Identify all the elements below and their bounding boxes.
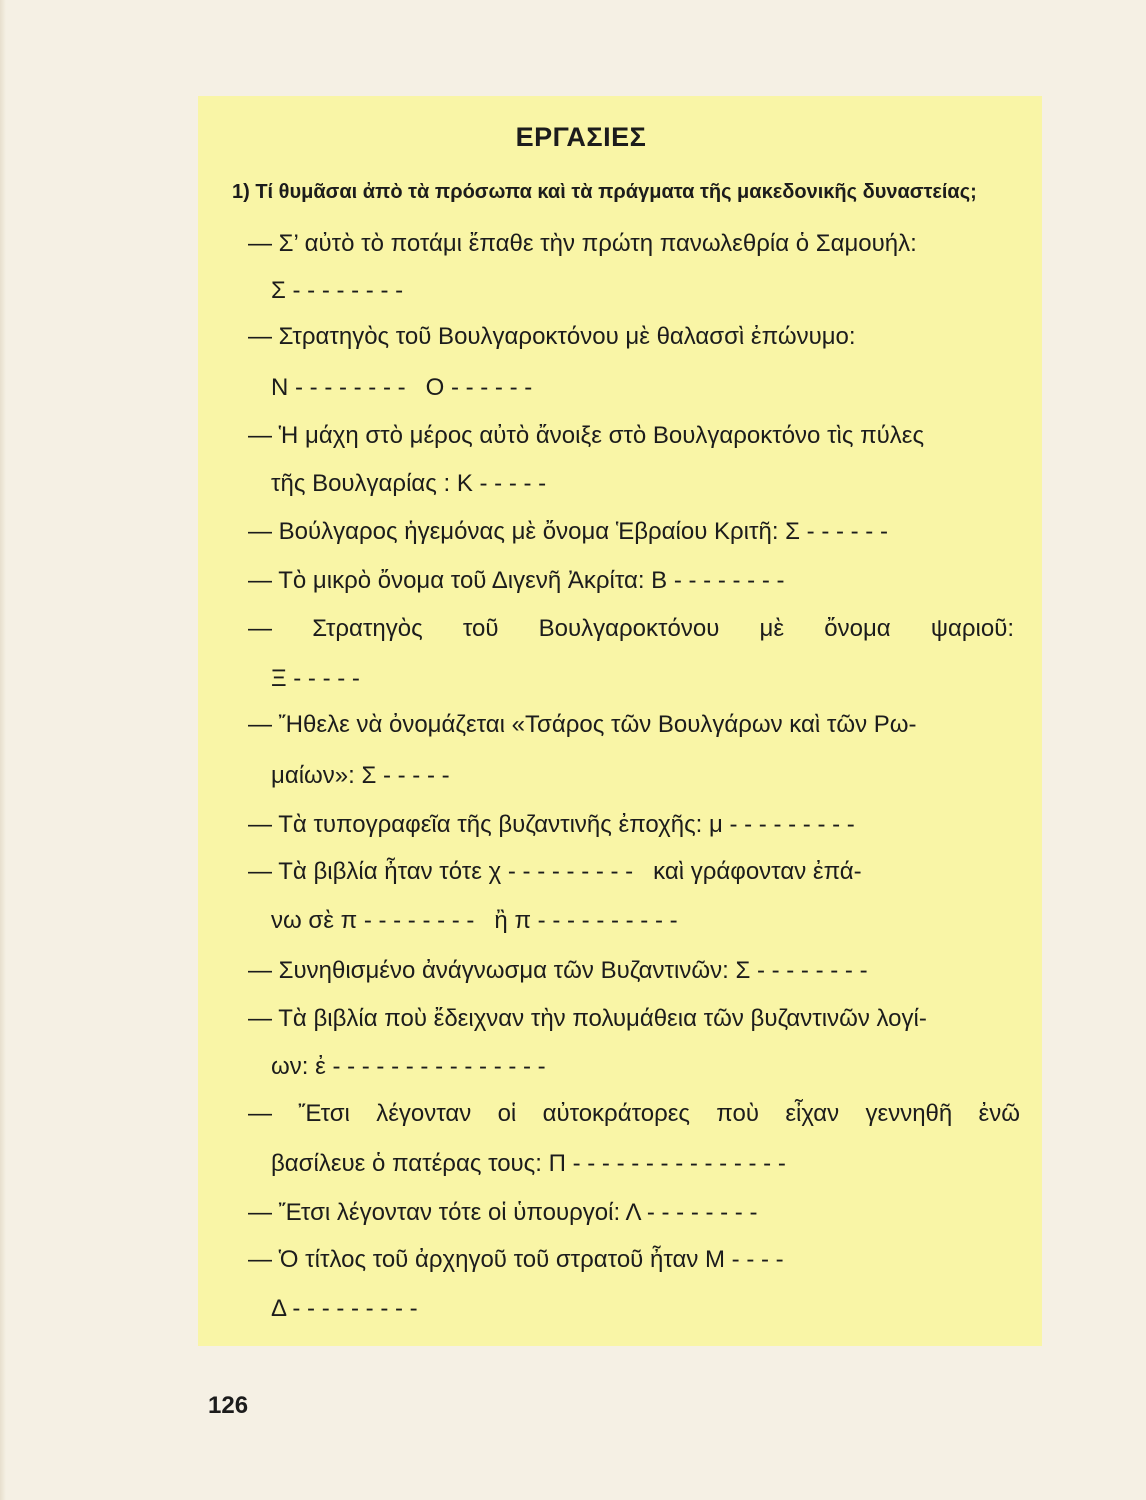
text-line: — Στρατηγὸς τοῦ Βουλγαροκτόνου μὲ θαλασσὶ ἐπώνυμο:: [248, 323, 856, 350]
text-line: — Σ’ αὐτὸ τὸ ποτάμι ἔπαθε τὴν πρώτη πανωλεθρία ὁ Σαμουήλ:: [248, 230, 917, 257]
text-line: — Βούλγαρος ἡγεμόνας μὲ ὄνομα Ἑβραίου Κριτῆ: Σ - - - - - -: [248, 518, 888, 545]
text-line: — Τὰ τυπογραφεῖα τῆς βυζαντινῆς ἐποχῆς: μ - - - - - - - - -: [248, 811, 855, 838]
question-1: 1) Τί θυμᾶσαι ἀπὸ τὰ πρόσωπα καὶ τὰ πράγματα τῆς μακεδονικῆς δυναστείας;: [232, 181, 977, 203]
text-line: — Ἔτσι λέγονταν τότε οἱ ὑπουργοί: Λ - - - - - - - -: [248, 1199, 758, 1226]
text-line: — Ὁ τίτλος τοῦ ἀρχηγοῦ τοῦ στρατοῦ ἦταν Μ - - - -: [248, 1246, 784, 1273]
text-line: βασίλευε ὁ πατέρας τους: Π - - - - - - - - - - - - - - -: [271, 1150, 786, 1177]
text-line: — Τὰ βιβλία ποὺ ἔδειχναν τὴν πολυμάθεια τῶν βυζαντινῶν λογί-: [248, 1005, 927, 1032]
text-line: — Στρατηγὸς τοῦ Βουλγαροκτόνου μὲ ὄνομα ψαριοῦ:: [248, 615, 1014, 642]
exercises-heading: ΕΡΓΑΣΙΕΣ: [515, 122, 647, 152]
text-line: — Ἡ μάχη στὸ μέρος αὐτὸ ἄνοιξε στὸ Βουλγαροκτόνο τὶς πύλες: [248, 422, 925, 449]
text-line: — Τὸ μικρὸ ὄνομα τοῦ Διγενῆ Ἀκρίτα: Β - - - - - - - -: [248, 567, 785, 594]
text-line: μαίων»: Σ - - - - -: [271, 762, 450, 789]
text-line: — Ἔτσι λέγονταν οἱ αὐτοκράτορες ποὺ εἶχαν γεννηθῆ ἐνῶ: [248, 1100, 1020, 1127]
text-line: Ξ - - - - -: [271, 665, 360, 692]
text-line: Σ - - - - - - - -: [271, 277, 404, 304]
text-line: — Τὰ βιβλία ἦταν τότε χ - - - - - - - - - καὶ γράφονταν ἐπά-: [248, 858, 862, 885]
text-line: — Ἤθελε νὰ ὀνομάζεται «Τσάρος τῶν Βουλγάρων καὶ τῶν Ρω-: [248, 711, 917, 738]
text-line: — Συνηθισμένο ἀνάγνωσμα τῶν Βυζαντινῶν: Σ - - - - - - - -: [248, 957, 868, 984]
text-line: νω σὲ π - - - - - - - - ἢ π - - - - - - - - - -: [271, 907, 678, 934]
page-edge: [0, 0, 6, 1500]
text-line: τῆς Βουλγαρίας : Κ - - - - -: [271, 470, 547, 497]
page-number: 126: [208, 1392, 249, 1419]
text-line: ων: ἐ - - - - - - - - - - - - - - -: [271, 1053, 546, 1080]
text-line: Δ - - - - - - - - -: [271, 1295, 418, 1322]
text-line: Ν - - - - - - - - Ο - - - - - -: [271, 374, 533, 401]
